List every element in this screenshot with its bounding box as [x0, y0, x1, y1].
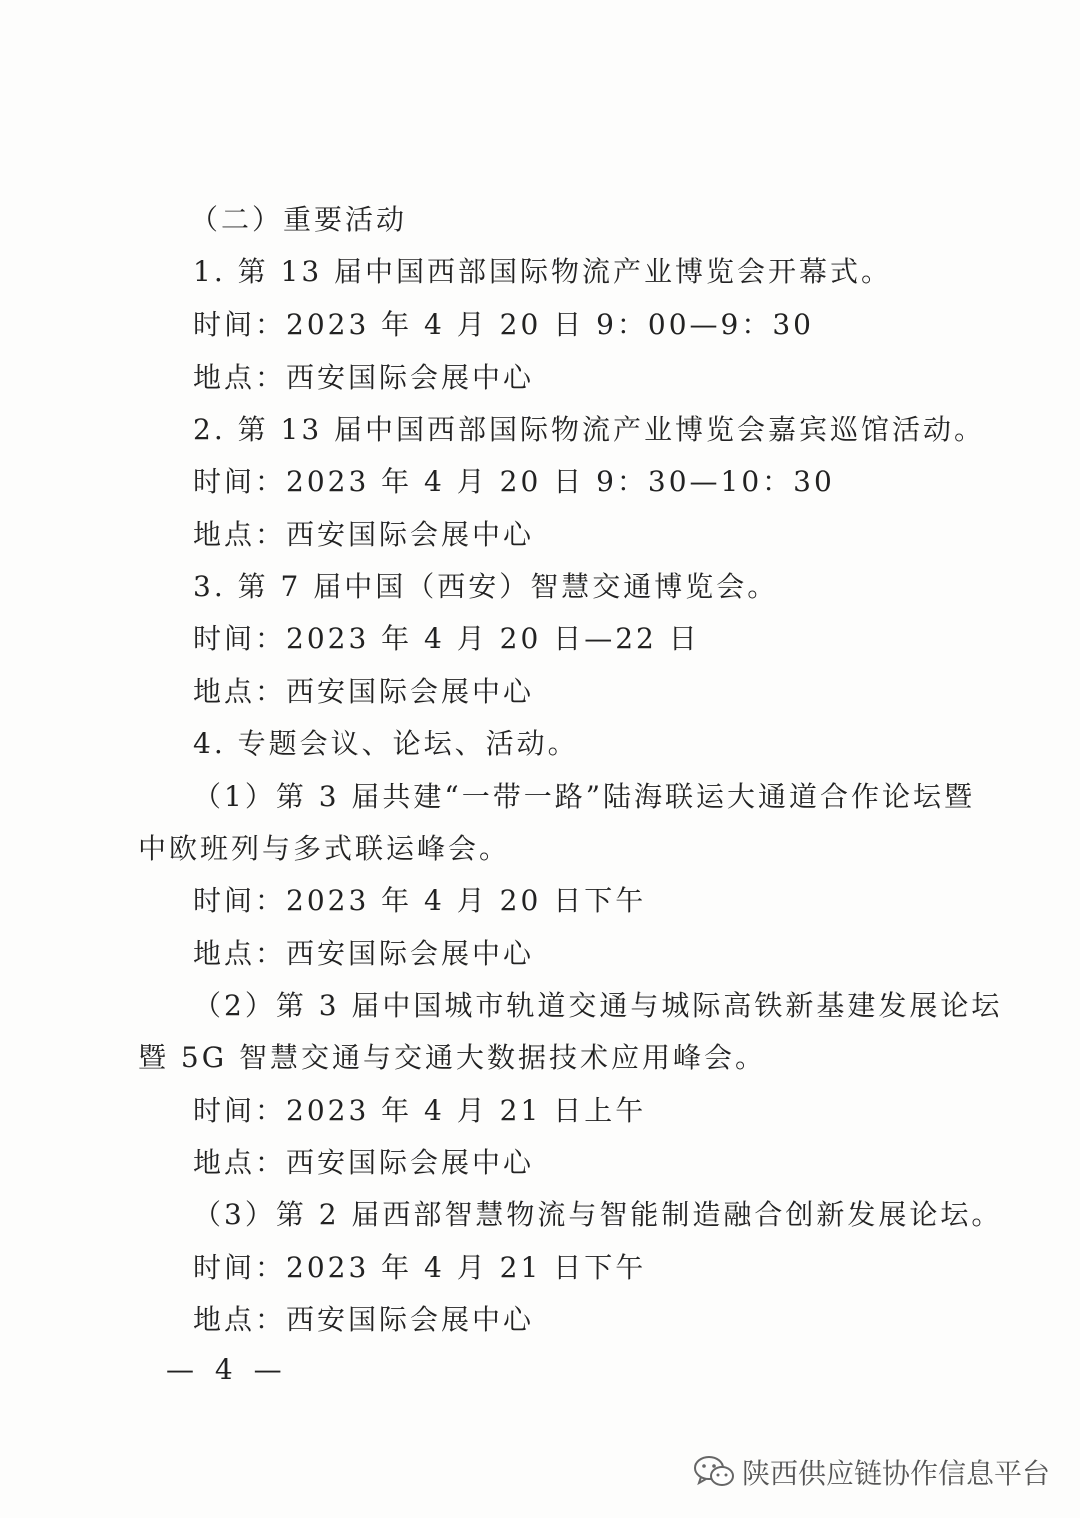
activity-2-place: 地点：西安国际会展中心 — [193, 518, 535, 551]
activity-3-time: 时间：2023 年 4 月 20 日—22 日 — [193, 622, 700, 655]
forum-1-title-cont: 中欧班列与多式联运峰会。 — [138, 832, 511, 865]
watermark-text: 陕西供应链协作信息平台 — [741, 1457, 1050, 1490]
forum-3-place: 地点：西安国际会展中心 — [193, 1303, 535, 1336]
forum-2-time: 时间：2023 年 4 月 21 日上午 — [193, 1094, 647, 1127]
forum-2-title: （2）第 3 届中国城市轨道交通与城际高铁新基建发展论坛 — [193, 989, 1003, 1022]
activity-2-time: 时间：2023 年 4 月 20 日 9：30—10：30 — [193, 465, 835, 498]
activity-1-time: 时间：2023 年 4 月 20 日 9：00—9：30 — [193, 308, 814, 341]
forum-3-time: 时间：2023 年 4 月 21 日下午 — [193, 1251, 647, 1284]
activity-1-title: 1. 第 13 届中国西部国际物流产业博览会开幕式。 — [193, 255, 893, 288]
activity-2-title: 2. 第 13 届中国西部国际物流产业博览会嘉宾巡馆活动。 — [193, 413, 986, 446]
forum-2-place: 地点：西安国际会展中心 — [193, 1146, 535, 1179]
activity-4-title: 4. 专题会议、论坛、活动。 — [193, 727, 579, 760]
activity-1-place: 地点：西安国际会展中心 — [193, 361, 535, 394]
watermark — [692, 1450, 1050, 1494]
activity-3-place: 地点：西安国际会展中心 — [193, 675, 535, 708]
forum-3-title: （3）第 2 届西部智慧物流与智能制造融合创新发展论坛。 — [193, 1198, 1003, 1231]
forum-1-title: （1）第 3 届共建“一带一路”陆海联运大通道合作论坛暨 — [193, 780, 976, 813]
forum-1-place: 地点：西安国际会展中心 — [193, 937, 535, 970]
wechat-icon — [692, 1454, 736, 1490]
section-heading: （二）重要活动 — [190, 203, 408, 236]
forum-1-time: 时间：2023 年 4 月 20 日下午 — [193, 884, 647, 917]
activity-3-title: 3. 第 7 届中国（西安）智慧交通博览会。 — [193, 570, 779, 603]
page-number: — 4 — — [166, 1353, 288, 1386]
forum-2-title-cont: 暨 5G 智慧交通与交通大数据技术应用峰会。 — [138, 1041, 766, 1074]
